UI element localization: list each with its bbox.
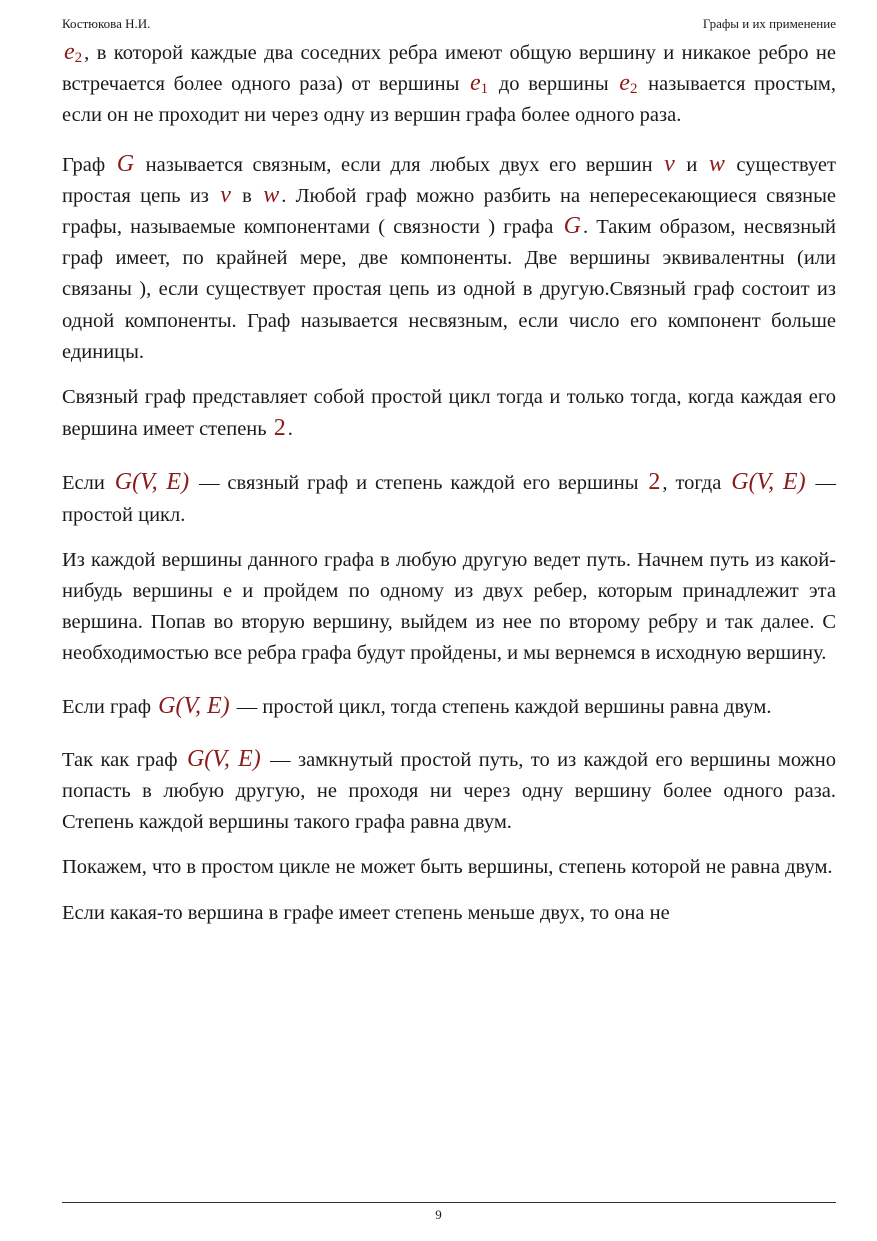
header-title: Графы и их применение (702, 16, 836, 31)
footer-rule (62, 1202, 836, 1203)
math-w: w (263, 181, 280, 208)
math-GVE: G(V, E) (731, 469, 806, 496)
page-number: 9 (435, 1207, 442, 1222)
math-GVE: G(V, E) (158, 692, 230, 719)
header-author: Костюкова Н.И. (62, 16, 151, 31)
math-v: v (664, 150, 675, 177)
math-e1: $e_1$ (470, 70, 489, 98)
math-v: v (220, 181, 231, 208)
math-w: w (708, 150, 725, 177)
math-e2: $e_2$ (619, 70, 638, 98)
paragraph-5: Из каждой вершины данного графа в любую другую ведет путь. Начнем путь из какой-нибудь вершины e и пройдем по одному из двух ребер, которым принадлежит эта вершина. Попав во вторую вершину, выйдем из нее по второму ребру и так далее. С необходимостью все ребра графа будут пройдены, и мы вернемся в исходную вершину. (62, 548, 836, 665)
math-two: 2 (648, 469, 661, 496)
math-GVE: G(V, E) (186, 745, 261, 772)
paragraph-4: Если G(V, E) — связный граф и степень каждой его вершины 2, тогда G(V, E) — простой цикл. (62, 469, 836, 526)
paragraph-6: Если граф G(V, E) — простой цикл, тогда степень каждой вершины равна двум. (62, 692, 772, 719)
paragraph-2: Граф G называется связным, если для любых двух его вершин v и w существует простая цепь из v в w. Любой граф можно разбить на непересекающиеся связные графы, называемые компонентами ( связности ) графа G. Таким образом, несвязный граф имеет, по крайней мере, две компоненты. Две вершины эквивалентны (или связаны ), если существует простая цепь из одной в другую.Связный граф состоит из одной компоненты. Граф называется несвязным, если число его компонент больше единицы. (62, 150, 837, 363)
math-two: 2 (273, 415, 286, 442)
math-G: G (563, 213, 581, 240)
page-header (62, 16, 836, 34)
paragraph-3: Связный граф представляет собой простой цикл тогда и только тогда, когда каждая его вершина имеет степень 2. (62, 386, 836, 442)
math-e2: $e_2$ (64, 39, 83, 66)
paragraph-1: $e_2$, в которой каждые два соседних ребра имеют общую вершину и никакое ребро не встречается более одного раза) от вершины $e_1$ до вершины $e_2$ называется простым, если он не проходит ни через одну из вершин графа более одного раза. (62, 39, 836, 127)
paragraph-7: Так как граф G(V, E) — замкнутый простой путь, то из каждой его вершины можно попасть в любую другую, не проходя ни через одну вершину более одного раза. Степень каждой вершины такого графа равна двум. (62, 745, 836, 834)
math-GVE: G(V, E) (114, 469, 190, 496)
page-body (62, 38, 836, 929)
paragraph-9: Если какая-то вершина в графе имеет степень меньше двух, то она не (62, 901, 670, 924)
paragraph-8: Покажем, что в простом цикле не может быть вершины, степень которой не равна двум. (62, 856, 833, 879)
math-G: G (116, 150, 135, 177)
